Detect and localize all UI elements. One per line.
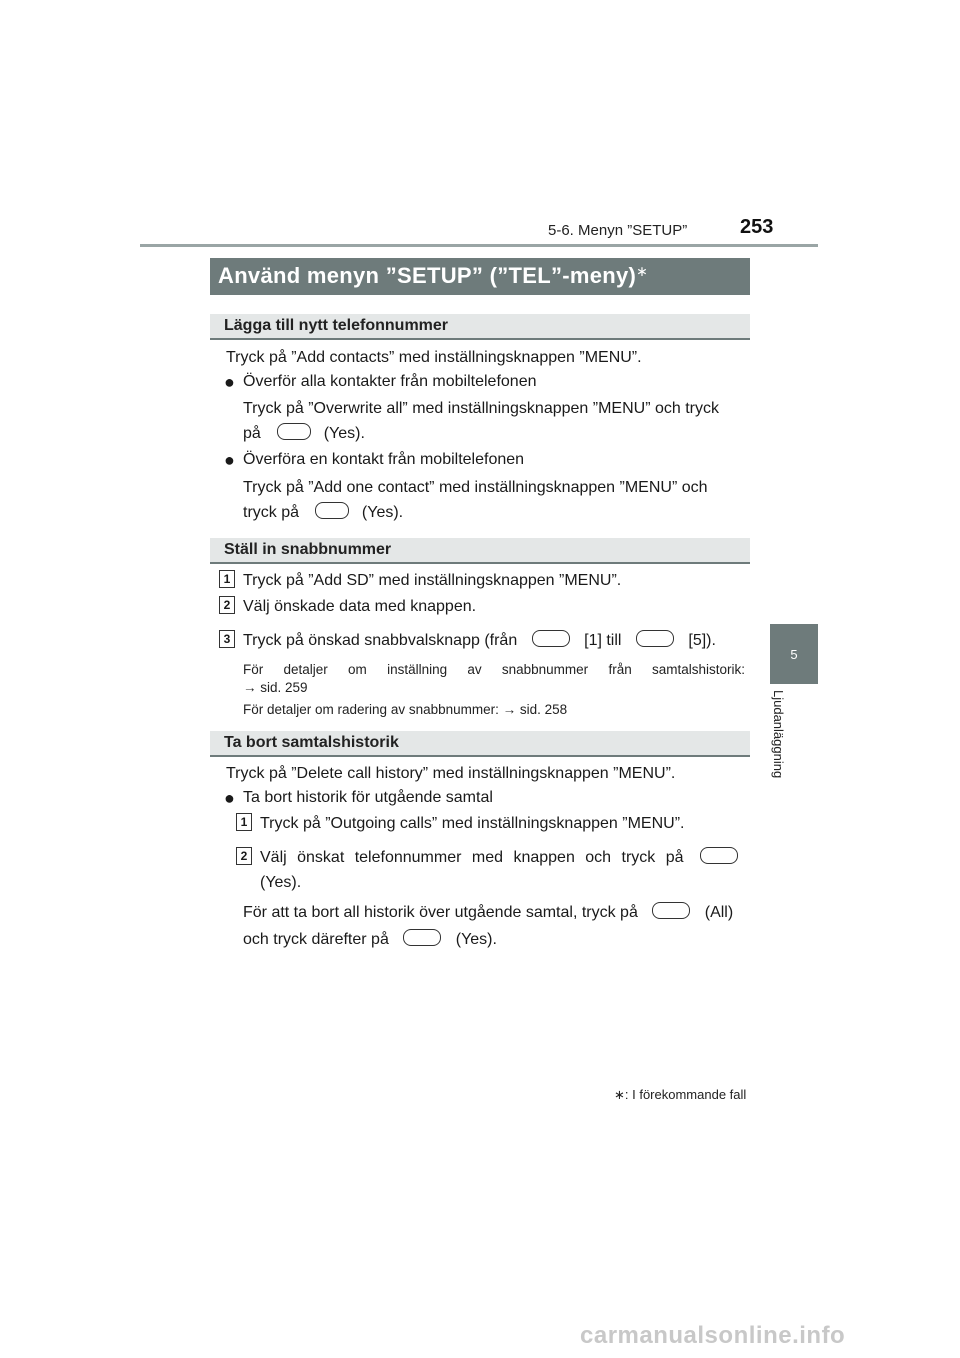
delete-history-step1: Tryck på ”Outgoing calls” med inställningsknappen ”MENU”. [260,815,685,832]
text-fragment: och tryck därefter på [243,931,389,948]
text-fragment: tryck på [243,504,300,521]
step-number-1: 1 [236,813,252,831]
footnote: ∗: I förekommande fall [614,1087,747,1102]
add-number-bullet1-line2 [243,425,365,443]
text-fragment: Tryck på önskad snabbvalsknapp (från [243,632,518,649]
speed-dial-step1: Tryck på ”Add SD” med inställningsknappen ”MENU”. [243,572,622,589]
chapter-side-label [771,690,806,800]
all-button-icon [652,902,690,919]
step-number-2: 2 [219,596,235,614]
text-fragment: För att ta bort all historik över utgående samtal, tryck på [243,904,638,921]
speed-dial-button-icon [636,630,674,647]
section-heading-speed-dial: Ställ in snabbnummer [210,538,750,564]
yes-button-icon [403,929,441,946]
yes-button-icon [277,423,311,440]
page-number: 253 [740,216,774,238]
bullet-icon: ● [224,450,235,470]
text-fragment: [5]). [688,632,716,649]
delete-history-extra-line1 [243,904,733,922]
add-number-intro: Tryck på ”Add contacts” med inställningsknappen ”MENU”. [226,349,642,366]
yes-button-icon [315,502,349,519]
delete-history-intro: Tryck på ”Delete call history” med inställningsknappen ”MENU”. [226,765,676,782]
page-title-text: Använd menyn ”SETUP” (”TEL”-meny) [218,263,637,288]
delete-history-step2-line2: (Yes). [260,874,302,891]
delete-history-step2-line1 [260,849,738,867]
step-number-1: 1 [219,570,235,588]
add-number-bullet1-title: Överför alla kontakter från mobiltelefonen [243,373,537,390]
speed-dial-note1-line2: → sid. 259 [243,680,308,695]
speed-dial-step3 [243,632,716,650]
text-fragment: Tryck på ”Add one contact” med inställningsknappen ”MENU” och [243,479,708,496]
delete-history-extra-line2 [243,931,497,949]
speed-dial-button-icon [532,630,570,647]
add-number-bullet2-line1 [243,479,745,497]
add-number-bullet1-line1: Tryck på ”Overwrite all” med inställningsknappen ”MENU” och tryck [243,400,719,417]
page-title [210,258,750,295]
text-fragment: [1] till [584,632,622,649]
running-header-section: 5-6. Menyn ”SETUP” [548,222,688,239]
step-number-2: 2 [236,847,252,865]
yes-button-icon [700,847,738,864]
chapter-number: 5 [790,646,798,662]
bullet-icon: ● [224,372,235,392]
text-fragment: (Yes). [361,504,404,521]
bullet-icon: ● [224,788,235,808]
add-number-bullet2-line2 [243,504,403,522]
speed-dial-note2: För detaljer om radering av snabbnummer: → sid. 258 [243,702,568,717]
text-fragment: (Yes). [455,931,497,948]
chapter-tab [770,624,818,684]
header-divider [140,244,818,247]
speed-dial-note1-line1: För detaljer om inställning av snabbnummer från samtalshistorik: [243,662,745,677]
watermark: carmanualsonline.info [580,1322,846,1349]
text-fragment: (All) [704,904,734,921]
text-fragment: Välj önskat telefonnummer med knappen och tryck på [260,849,684,866]
section-heading-delete-history: Ta bort samtalshistorik [210,731,750,757]
speed-dial-step2: Välj önskade data med knappen. [243,598,477,615]
step-number-3: 3 [219,630,235,648]
chapter-label-text: Ljudanläggning [771,690,786,779]
text-fragment: (Yes). [323,425,365,442]
asterisk-mark: ∗ [636,263,649,279]
add-number-bullet2-title: Överföra en kontakt från mobiltelefonen [243,451,525,468]
delete-history-bullet1-title: Ta bort historik för utgående samtal [243,789,493,806]
text-fragment: på [243,425,261,442]
section-heading-add-number: Lägga till nytt telefonnummer [210,314,750,340]
